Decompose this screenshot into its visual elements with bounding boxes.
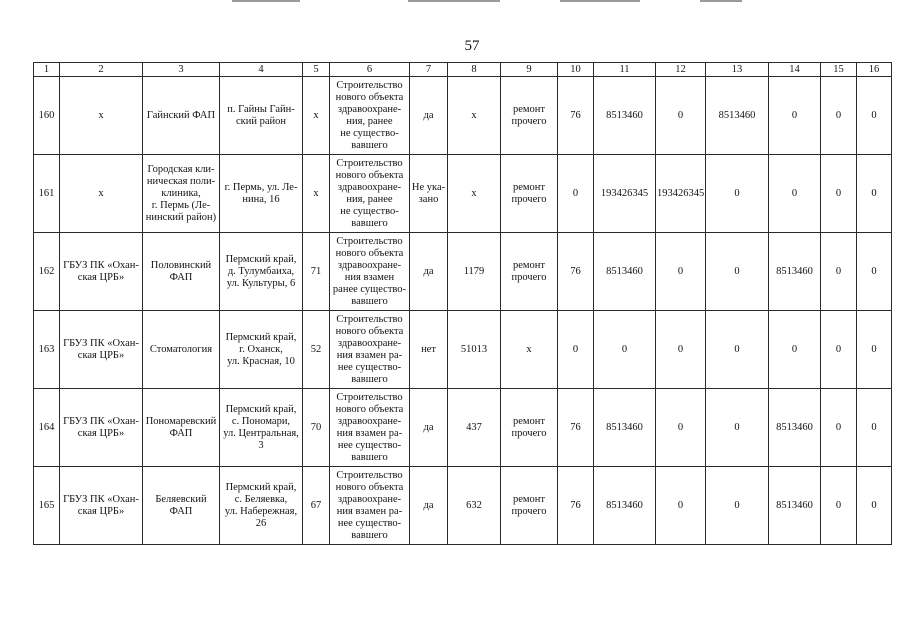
table-row bbox=[34, 233, 892, 311]
column-header-6: 6 bbox=[330, 63, 410, 77]
table-cell-col-15: 0 bbox=[821, 389, 857, 467]
table-cell-col-4: Пермский край, д. Тулумбаиха, ул. Культуры, 6 bbox=[220, 233, 303, 311]
table-cell-col-4: г. Пермь, ул. Ле- нина, 16 bbox=[220, 155, 303, 233]
table-cell-col-12: 0 bbox=[656, 467, 706, 545]
table-cell-col-8: 51013 bbox=[448, 311, 501, 389]
table-cell-col-1: 161 bbox=[34, 155, 60, 233]
table-cell-col-7: да bbox=[410, 233, 448, 311]
column-header-2: 2 bbox=[60, 63, 143, 77]
table-cell-col-14: 0 bbox=[769, 77, 821, 155]
table-cell-col-11: 0 bbox=[594, 311, 656, 389]
table-cell-col-14: 8513460 bbox=[769, 389, 821, 467]
table-cell-col-15: 0 bbox=[821, 77, 857, 155]
page-number: 57 bbox=[464, 38, 480, 54]
column-header-11: 11 bbox=[594, 63, 656, 77]
table-cell-col-15: 0 bbox=[821, 311, 857, 389]
table-cell-col-8: 632 bbox=[448, 467, 501, 545]
table-body bbox=[34, 77, 892, 545]
column-header-5: 5 bbox=[303, 63, 330, 77]
table-cell-col-1: 163 bbox=[34, 311, 60, 389]
table-cell-col-5: 52 bbox=[303, 311, 330, 389]
table-cell-col-5: 70 bbox=[303, 389, 330, 467]
table-cell-col-10: 76 bbox=[558, 389, 594, 467]
table-cell-col-5: 67 bbox=[303, 467, 330, 545]
table-cell-col-9: ремонт прочего bbox=[501, 389, 558, 467]
table-cell-col-13: 0 bbox=[706, 155, 769, 233]
table-cell-col-7: да bbox=[410, 467, 448, 545]
table-cell-col-5: 71 bbox=[303, 233, 330, 311]
table-cell-col-7: да bbox=[410, 389, 448, 467]
table-cell-col-3: Гайнский ФАП bbox=[143, 77, 220, 155]
table-cell-col-9: ремонт прочего bbox=[501, 233, 558, 311]
scan-artifact bbox=[408, 0, 500, 2]
table-cell-col-5: x bbox=[303, 77, 330, 155]
table-cell-col-11: 8513460 bbox=[594, 233, 656, 311]
table-cell-col-6: Строительство нового объекта здравоохране- ния взамен ра- нее существо- вавшего bbox=[330, 389, 410, 467]
table-cell-col-4: п. Гайны Гайн- ский район bbox=[220, 77, 303, 155]
column-header-13: 13 bbox=[706, 63, 769, 77]
column-header-10: 10 bbox=[558, 63, 594, 77]
table-cell-col-13: 0 bbox=[706, 467, 769, 545]
table-cell-col-11: 193426345 bbox=[594, 155, 656, 233]
column-header-7: 7 bbox=[410, 63, 448, 77]
table-cell-col-9: ремонт прочего bbox=[501, 155, 558, 233]
table-cell-col-1: 162 bbox=[34, 233, 60, 311]
table-cell-col-7: нет bbox=[410, 311, 448, 389]
table-cell-col-10: 76 bbox=[558, 233, 594, 311]
table-cell-col-1: 164 bbox=[34, 389, 60, 467]
data-table bbox=[33, 62, 892, 545]
table-cell-col-7: да bbox=[410, 77, 448, 155]
table-cell-col-12: 0 bbox=[656, 77, 706, 155]
table-cell-col-10: 0 bbox=[558, 311, 594, 389]
table-cell-col-12: 0 bbox=[656, 233, 706, 311]
table-row bbox=[34, 467, 892, 545]
column-header-4: 4 bbox=[220, 63, 303, 77]
table-cell-col-2: ГБУЗ ПК «Охан- ская ЦРБ» bbox=[60, 389, 143, 467]
table-cell-col-1: 160 bbox=[34, 77, 60, 155]
table-cell-col-6: Строительство нового объекта здравоохране- ния взамен ра- нее существо- вавшего bbox=[330, 311, 410, 389]
table-cell-col-8: x bbox=[448, 77, 501, 155]
table-cell-col-13: 8513460 bbox=[706, 77, 769, 155]
table-cell-col-3: Беляевский ФАП bbox=[143, 467, 220, 545]
table-cell-col-14: 8513460 bbox=[769, 233, 821, 311]
table-cell-col-16: 0 bbox=[857, 389, 892, 467]
table-cell-col-15: 0 bbox=[821, 233, 857, 311]
column-header-16: 16 bbox=[857, 63, 892, 77]
table-cell-col-11: 8513460 bbox=[594, 389, 656, 467]
column-header-1: 1 bbox=[34, 63, 60, 77]
table-cell-col-14: 8513460 bbox=[769, 467, 821, 545]
table-cell-col-15: 0 bbox=[821, 467, 857, 545]
table-cell-col-9: x bbox=[501, 311, 558, 389]
table-cell-col-5: x bbox=[303, 155, 330, 233]
table-cell-col-2: ГБУЗ ПК «Охан- ская ЦРБ» bbox=[60, 467, 143, 545]
table-cell-col-2: ГБУЗ ПК «Охан- ская ЦРБ» bbox=[60, 311, 143, 389]
table-cell-col-10: 0 bbox=[558, 155, 594, 233]
table-row bbox=[34, 77, 892, 155]
table-cell-col-9: ремонт прочего bbox=[501, 467, 558, 545]
column-header-3: 3 bbox=[143, 63, 220, 77]
scan-artifact bbox=[700, 0, 742, 2]
table-cell-col-8: 1179 bbox=[448, 233, 501, 311]
table-cell-col-14: 0 bbox=[769, 155, 821, 233]
column-header-12: 12 bbox=[656, 63, 706, 77]
table-cell-col-15: 0 bbox=[821, 155, 857, 233]
scan-artifact bbox=[232, 0, 300, 2]
table-cell-col-16: 0 bbox=[857, 77, 892, 155]
table-cell-col-4: Пермский край, с. Пономари, ул. Центральная, 3 bbox=[220, 389, 303, 467]
table-cell-col-11: 8513460 bbox=[594, 467, 656, 545]
table-row bbox=[34, 389, 892, 467]
table-cell-col-12: 193426345 bbox=[656, 155, 706, 233]
table-cell-col-14: 0 bbox=[769, 311, 821, 389]
column-header-9: 9 bbox=[501, 63, 558, 77]
table-cell-col-12: 0 bbox=[656, 311, 706, 389]
table-cell-col-3: Стоматология bbox=[143, 311, 220, 389]
table-cell-col-9: ремонт прочего bbox=[501, 77, 558, 155]
table-cell-col-6: Строительство нового объекта здравоохране- ния взамен ра- нее существо- вавшего bbox=[330, 467, 410, 545]
table-cell-col-2: x bbox=[60, 155, 143, 233]
table-cell-col-2: x bbox=[60, 77, 143, 155]
table-row bbox=[34, 155, 892, 233]
table-cell-col-2: ГБУЗ ПК «Охан- ская ЦРБ» bbox=[60, 233, 143, 311]
table-cell-col-13: 0 bbox=[706, 311, 769, 389]
table-cell-col-6: Строительство нового объекта здравоохране- ния, ранее не существо- вавшего bbox=[330, 77, 410, 155]
table-cell-col-11: 8513460 bbox=[594, 77, 656, 155]
table-cell-col-16: 0 bbox=[857, 233, 892, 311]
table-cell-col-12: 0 bbox=[656, 389, 706, 467]
table-cell-col-13: 0 bbox=[706, 233, 769, 311]
table-row bbox=[34, 311, 892, 389]
table-cell-col-6: Строительство нового объекта здравоохране- ния, ранее не существо- вавшего bbox=[330, 155, 410, 233]
table-cell-col-8: 437 bbox=[448, 389, 501, 467]
column-header-15: 15 bbox=[821, 63, 857, 77]
table-cell-col-10: 76 bbox=[558, 467, 594, 545]
table-cell-col-16: 0 bbox=[857, 467, 892, 545]
header-row bbox=[34, 63, 892, 77]
table-cell-col-16: 0 bbox=[857, 155, 892, 233]
table-cell-col-7: Не ука- зано bbox=[410, 155, 448, 233]
table-cell-col-3: Половинский ФАП bbox=[143, 233, 220, 311]
table-cell-col-4: Пермский край, г. Оханск, ул. Красная, 10 bbox=[220, 311, 303, 389]
table-cell-col-13: 0 bbox=[706, 389, 769, 467]
column-header-8: 8 bbox=[448, 63, 501, 77]
table-cell-col-10: 76 bbox=[558, 77, 594, 155]
scan-artifact bbox=[560, 0, 640, 2]
table-cell-col-6: Строительство нового объекта здравоохране- ния взамен ранее существо- вавшего bbox=[330, 233, 410, 311]
table-cell-col-1: 165 bbox=[34, 467, 60, 545]
table-cell-col-4: Пермский край, с. Беляевка, ул. Набережная, 26 bbox=[220, 467, 303, 545]
table-cell-col-3: Городская кли- ническая поли- клиника, г. Пермь (Ле- нинский район) bbox=[143, 155, 220, 233]
table-cell-col-16: 0 bbox=[857, 311, 892, 389]
table-cell-col-8: x bbox=[448, 155, 501, 233]
table-cell-col-3: Пономаревский ФАП bbox=[143, 389, 220, 467]
column-header-14: 14 bbox=[769, 63, 821, 77]
